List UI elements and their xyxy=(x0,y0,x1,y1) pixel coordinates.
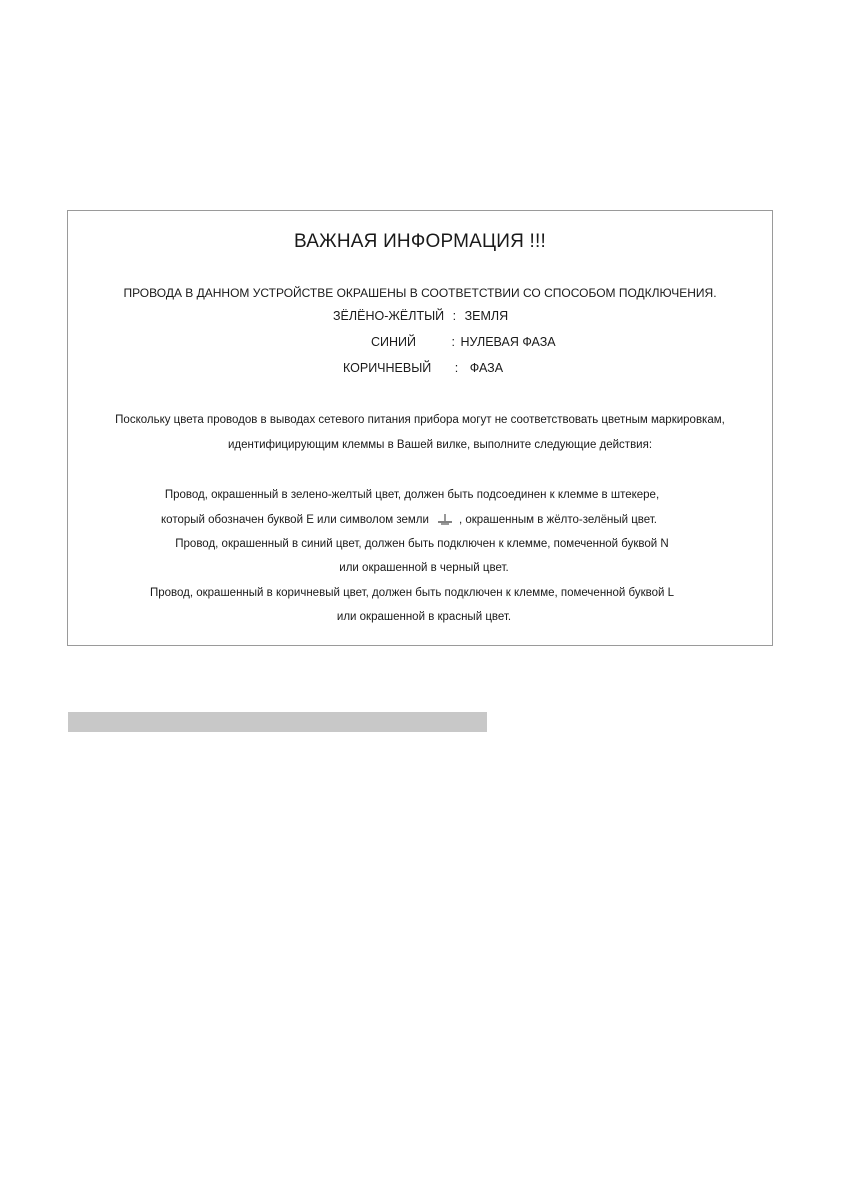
warning-line-1: Поскольку цвета проводов в выводах сетевого питания прибора могут не соответствовать цветным маркировкам, xyxy=(115,414,725,426)
wire-row-green-yellow xyxy=(333,308,508,324)
notice-intro: ПРОВОДА В ДАННОМ УСТРОЙСТВЕ ОКРАШЕНЫ В СООТВЕТСТВИИ СО СПОСОБОМ ПОДКЛЮЧЕНИЯ. xyxy=(123,286,717,300)
wire-separator: : xyxy=(451,335,455,349)
wire-row-brown xyxy=(343,360,503,376)
instruction-green-line-2 xyxy=(46,512,772,528)
instruction-green-line-1: Провод, окрашенный в зелено-желтый цвет, должен быть подсоединен к клемме в штекере, xyxy=(164,489,660,501)
wire-meaning: НУЛЕВАЯ ФАЗА xyxy=(460,335,556,349)
instruction-blue-line-1: Провод, окрашенный в синий цвет, должен быть подключен к клемме, помеченной буквой N xyxy=(175,538,669,550)
wire-meaning: ЗЕМЛЯ xyxy=(464,309,509,323)
section-divider-bar xyxy=(68,712,487,732)
instruction-brown-line-2: или окрашенной в красный цвет. xyxy=(336,611,512,623)
wire-meaning: ФАЗА xyxy=(469,361,504,375)
wire-row-blue xyxy=(371,334,556,350)
wire-color-label: КОРИЧНЕВЫЙ xyxy=(343,361,432,375)
wire-color-label: СИНИЙ xyxy=(371,335,417,349)
instruction-blue-line-2: или окрашенной в черный цвет. xyxy=(339,562,509,574)
instruction-brown-line-1: Провод, окрашенный в коричневый цвет, должен быть подключен к клемме, помеченной буквой L xyxy=(149,587,675,599)
notice-title: ВАЖНАЯ ИНФОРМАЦИЯ !!! xyxy=(294,231,546,252)
warning-line-2: идентифицирующим клеммы в Вашей вилке, выполните следующие действия: xyxy=(227,439,653,451)
important-notice-box xyxy=(67,210,773,646)
instruction-green-line-2-end: , окрашенным в жёлто-зелёный цвет. xyxy=(458,514,657,526)
wire-color-label: ЗЁЛЁНО-ЖЁЛТЫЙ xyxy=(333,309,445,323)
ground-symbol-icon xyxy=(437,514,453,526)
wire-separator: : xyxy=(454,361,459,375)
wire-separator: : xyxy=(452,309,457,323)
instruction-green-line-2-start: который обозначен буквой E или символом земли xyxy=(161,514,429,526)
